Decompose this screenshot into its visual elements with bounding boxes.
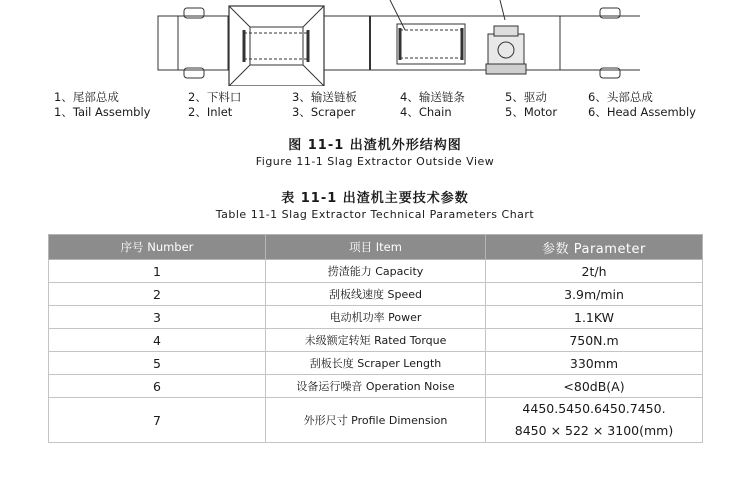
row-item: 设备运行噪音 Operation Noise: [266, 375, 486, 398]
legend-en: 2、Inlet: [188, 105, 233, 119]
table-row: [49, 352, 703, 375]
row-item: 捞渣能力 Capacity: [266, 260, 486, 283]
row-value-line-2: 8450 × 522 × 3100(mm): [514, 423, 674, 438]
row-item: 刮板长度 Scraper Length: [266, 352, 486, 375]
row-value: [486, 398, 703, 443]
row-value: 3.9m/min: [486, 283, 703, 306]
legend-item-5: [505, 90, 557, 120]
row-item: 电动机功率 Power: [266, 306, 486, 329]
table-row: [49, 260, 703, 283]
legend-zh: 5、驱动: [505, 90, 547, 104]
legend-item-2: [188, 90, 241, 120]
legend-zh: 2、下料口: [188, 90, 242, 104]
row-value: 1.1KW: [486, 306, 703, 329]
table-title: 表 11-1 出渣机主要技术参数: [281, 191, 469, 206]
row-item: 刮板线速度 Speed: [266, 283, 486, 306]
row-value: 750N.m: [486, 329, 703, 352]
legend-item-3: [292, 90, 357, 120]
header-item: 项目 Item: [266, 235, 486, 260]
row-number: 3: [49, 306, 266, 329]
row-number: 5: [49, 352, 266, 375]
row-number: 6: [49, 375, 266, 398]
table-subtitle: Table 11-1 Slag Extractor Technical Parameters Chart: [215, 208, 535, 221]
table-row: [49, 375, 703, 398]
figure-subtitle: Figure 11-1 Slag Extractor Outside View: [255, 155, 495, 168]
parameters-table: [48, 234, 703, 443]
table-row: [49, 398, 703, 443]
legend-en: 4、Chain: [400, 105, 452, 119]
row-item: 外形尺寸 Profile Dimension: [266, 398, 486, 443]
header-parameter: 参数 Parameter: [486, 235, 703, 260]
row-item: 未级额定转矩 Rated Torque: [266, 329, 486, 352]
figure-title: 图 11-1 出渣机外形结构图: [288, 138, 462, 153]
table-header-row: [49, 235, 703, 260]
legend-zh: 3、输送链板: [292, 90, 357, 104]
row-number: 2: [49, 283, 266, 306]
legend-item-6: [588, 90, 696, 120]
legend-zh: 6、头部总成: [588, 90, 653, 104]
row-value: 2t/h: [486, 260, 703, 283]
legend-item-1: [54, 90, 150, 120]
row-number: 4: [49, 329, 266, 352]
header-number: 序号 Number: [49, 235, 266, 260]
legend-en: 1、Tail Assembly: [54, 105, 151, 119]
figure-legend: [0, 90, 750, 122]
legend-en: 3、Scraper: [292, 105, 356, 119]
row-number: 1: [49, 260, 266, 283]
table-row: [49, 329, 703, 352]
table-row: [49, 283, 703, 306]
row-number: 7: [49, 398, 266, 443]
row-value: 330mm: [486, 352, 703, 375]
slag-extractor-drawing: [0, 0, 750, 86]
legend-zh: 1、尾部总成: [54, 90, 119, 104]
legend-en: 5、Motor: [505, 105, 558, 119]
row-value-line-1: 4450.5450.6450.7450.: [522, 401, 666, 416]
legend-item-4: [400, 90, 465, 120]
legend-en: 6、Head Assembly: [588, 105, 696, 119]
table-row: [49, 306, 703, 329]
legend-zh: 4、输送链条: [400, 90, 465, 104]
row-value: <80dB(A): [486, 375, 703, 398]
